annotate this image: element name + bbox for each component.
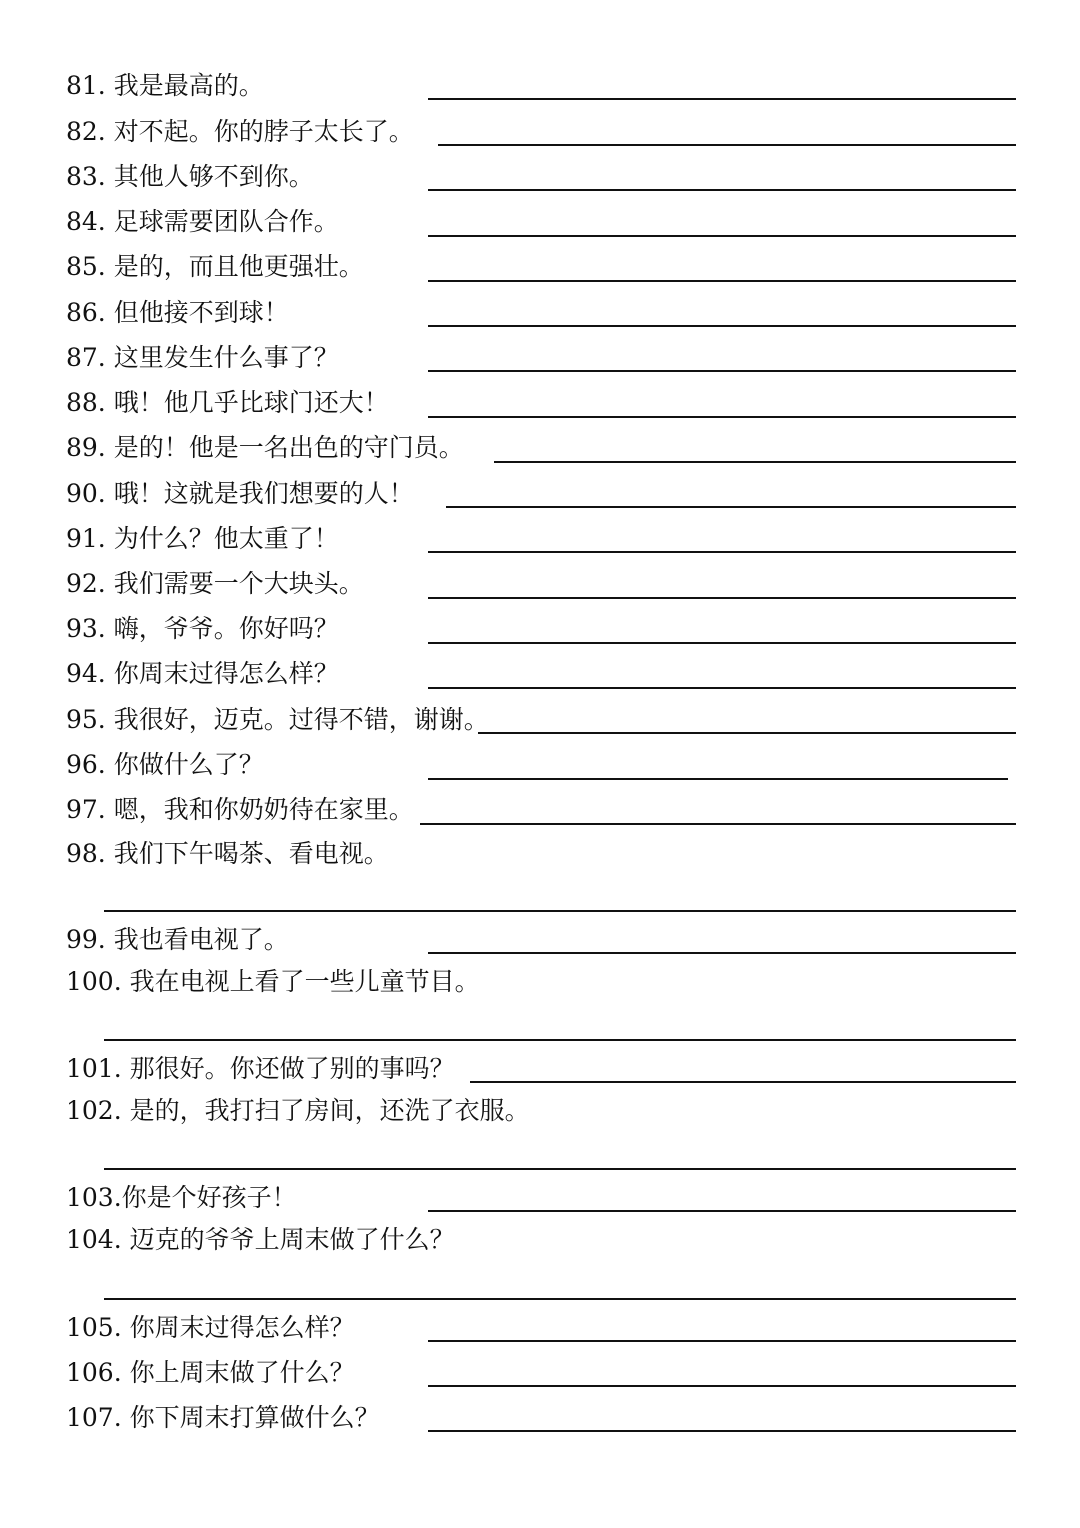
item-number: 93. bbox=[66, 614, 106, 643]
item-number: 98. bbox=[66, 839, 106, 868]
list-item bbox=[66, 1357, 355, 1389]
list-item bbox=[66, 116, 414, 148]
answer-line[interactable] bbox=[428, 370, 1016, 372]
item-number: 106. bbox=[66, 1358, 122, 1387]
list-item bbox=[66, 1224, 455, 1256]
answer-line[interactable] bbox=[478, 732, 1016, 734]
item-number: 100. bbox=[66, 967, 122, 996]
item-text: 但他接不到球！ bbox=[113, 298, 289, 327]
answer-line[interactable] bbox=[428, 1340, 1016, 1342]
item-number: 84. bbox=[66, 207, 106, 236]
item-text: 你周末过得怎么样？ bbox=[113, 659, 339, 688]
answer-line[interactable] bbox=[428, 325, 1016, 327]
list-item bbox=[66, 1053, 455, 1085]
item-text: 哦！他几乎比球门还大！ bbox=[113, 388, 389, 417]
item-number: 91. bbox=[66, 524, 106, 553]
list-item bbox=[66, 924, 289, 956]
item-number: 97. bbox=[66, 795, 106, 824]
list-item bbox=[66, 1095, 530, 1127]
item-number: 83. bbox=[66, 162, 106, 191]
item-text: 我也看电视了。 bbox=[113, 925, 289, 954]
list-item bbox=[66, 387, 389, 419]
item-number: 92. bbox=[66, 569, 106, 598]
item-text: 你周末过得怎么样？ bbox=[129, 1313, 355, 1342]
item-number: 102. bbox=[66, 1096, 122, 1125]
item-number: 103. bbox=[66, 1183, 122, 1212]
item-number: 90. bbox=[66, 479, 106, 508]
item-number: 99. bbox=[66, 925, 106, 954]
list-item bbox=[66, 1182, 297, 1214]
item-text: 你下周末打算做什么？ bbox=[129, 1403, 380, 1432]
list-item bbox=[66, 206, 339, 238]
item-number: 107. bbox=[66, 1403, 122, 1432]
item-text: 迈克的爷爷上周末做了什么？ bbox=[129, 1225, 455, 1254]
list-item bbox=[66, 966, 480, 998]
list-item bbox=[66, 1402, 380, 1434]
item-text: 我是最高的。 bbox=[113, 71, 264, 100]
item-text: 是的，而且他更强壮。 bbox=[113, 252, 364, 281]
list-item bbox=[66, 478, 414, 510]
list-item bbox=[66, 704, 489, 736]
answer-line[interactable] bbox=[428, 416, 1016, 418]
answer-line[interactable] bbox=[428, 952, 1016, 954]
list-item bbox=[66, 1312, 355, 1344]
answer-line[interactable] bbox=[438, 144, 1016, 146]
item-text: 嗯，我和你奶奶待在家里。 bbox=[113, 795, 414, 824]
list-item bbox=[66, 432, 464, 464]
answer-line[interactable] bbox=[104, 1298, 1016, 1300]
answer-line[interactable] bbox=[494, 461, 1016, 463]
answer-line[interactable] bbox=[428, 1430, 1016, 1432]
answer-line[interactable] bbox=[470, 1081, 1016, 1083]
item-text: 那很好。你还做了别的事吗？ bbox=[129, 1054, 455, 1083]
answer-line[interactable] bbox=[104, 1168, 1016, 1170]
item-text: 嗨，爷爷。你好吗？ bbox=[113, 614, 339, 643]
item-text: 你是个好孩子！ bbox=[121, 1183, 297, 1212]
list-item bbox=[66, 749, 264, 781]
answer-line[interactable] bbox=[428, 642, 1016, 644]
item-text: 我们需要一个大块头。 bbox=[113, 569, 364, 598]
list-item bbox=[66, 297, 289, 329]
answer-line[interactable] bbox=[428, 1210, 1016, 1212]
answer-line[interactable] bbox=[104, 910, 1016, 912]
list-item bbox=[66, 523, 339, 555]
list-item bbox=[66, 161, 314, 193]
item-number: 85. bbox=[66, 252, 106, 281]
list-item bbox=[66, 613, 339, 645]
item-number: 104. bbox=[66, 1225, 122, 1254]
answer-line[interactable] bbox=[428, 280, 1016, 282]
item-number: 105. bbox=[66, 1313, 122, 1342]
item-number: 95. bbox=[66, 705, 106, 734]
item-number: 81. bbox=[66, 71, 106, 100]
item-number: 89. bbox=[66, 433, 106, 462]
item-number: 87. bbox=[66, 343, 106, 372]
item-text: 我们下午喝茶、看电视。 bbox=[113, 839, 389, 868]
item-text: 足球需要团队合作。 bbox=[113, 207, 339, 236]
list-item bbox=[66, 568, 364, 600]
list-item bbox=[66, 838, 389, 870]
item-text: 我很好，迈克。过得不错，谢谢。 bbox=[113, 705, 489, 734]
item-number: 88. bbox=[66, 388, 106, 417]
item-text: 对不起。你的脖子太长了。 bbox=[113, 117, 414, 146]
item-number: 94. bbox=[66, 659, 106, 688]
answer-line[interactable] bbox=[428, 597, 1016, 599]
item-number: 101. bbox=[66, 1054, 122, 1083]
item-number: 86. bbox=[66, 298, 106, 327]
list-item bbox=[66, 342, 339, 374]
list-item bbox=[66, 794, 414, 826]
answer-line[interactable] bbox=[428, 189, 1016, 191]
answer-line[interactable] bbox=[428, 778, 1008, 780]
item-text: 为什么？他太重了！ bbox=[113, 524, 339, 553]
item-number: 96. bbox=[66, 750, 106, 779]
answer-line[interactable] bbox=[446, 506, 1016, 508]
answer-line[interactable] bbox=[428, 1385, 1016, 1387]
item-text: 哦！这就是我们想要的人！ bbox=[113, 479, 414, 508]
item-text: 其他人够不到你。 bbox=[113, 162, 314, 191]
answer-line[interactable] bbox=[428, 98, 1016, 100]
item-text: 这里发生什么事了？ bbox=[113, 343, 339, 372]
item-text: 你上周末做了什么？ bbox=[129, 1358, 355, 1387]
item-number: 82. bbox=[66, 117, 106, 146]
answer-line[interactable] bbox=[428, 551, 1016, 553]
item-text: 是的！他是一名出色的守门员。 bbox=[113, 433, 464, 462]
item-text: 是的，我打扫了房间，还洗了衣服。 bbox=[129, 1096, 530, 1125]
list-item bbox=[66, 70, 264, 102]
answer-line[interactable] bbox=[428, 687, 1016, 689]
answer-line[interactable] bbox=[428, 235, 1016, 237]
item-text: 我在电视上看了一些儿童节目。 bbox=[129, 967, 480, 996]
answer-line[interactable] bbox=[104, 1039, 1016, 1041]
list-item bbox=[66, 658, 339, 690]
answer-line[interactable] bbox=[420, 823, 1016, 825]
item-text: 你做什么了？ bbox=[113, 750, 264, 779]
list-item bbox=[66, 251, 364, 283]
